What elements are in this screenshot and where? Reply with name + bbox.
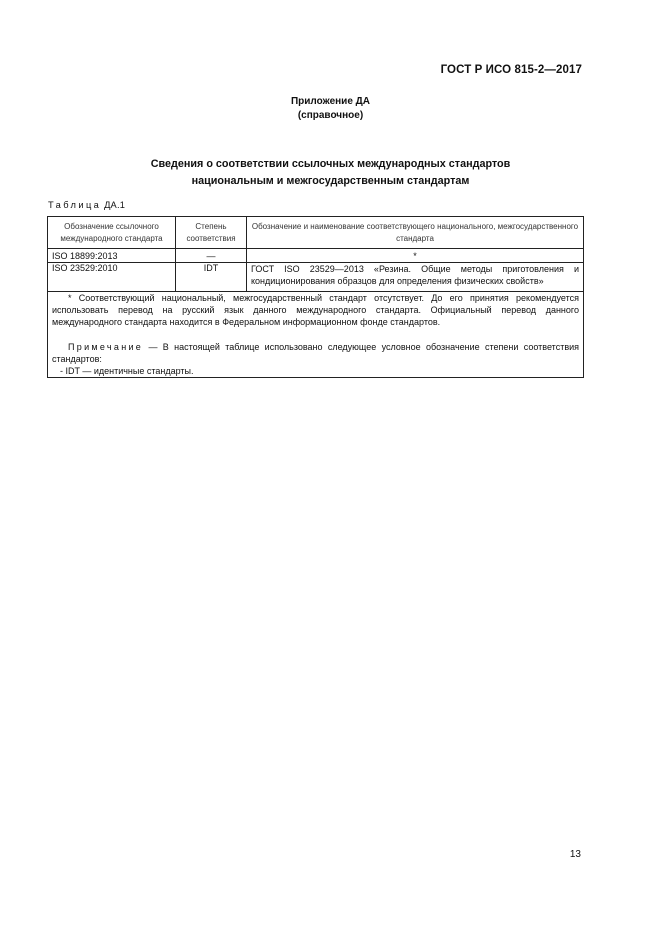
table-row <box>48 263 584 292</box>
table-notes-row <box>48 292 584 378</box>
table-header-row <box>48 217 584 249</box>
header-intl-standard: Обозначение ссылочного международного стандарта <box>48 217 176 249</box>
section-title <box>0 156 661 190</box>
note-item: - IDT — идентичные стандарты. <box>60 366 194 377</box>
table-label-word: Таблица <box>48 200 102 210</box>
cell-intl-standard: ISO 23529:2010 <box>48 263 176 292</box>
note <box>52 341 579 365</box>
correspondence-table <box>47 216 584 378</box>
table-label <box>48 200 125 210</box>
page-number: 13 <box>569 849 581 860</box>
cell-degree: IDT <box>176 263 247 292</box>
table-label-number: ДА.1 <box>104 200 126 210</box>
footnote: * Соответствующий национальный, межгосударственный стандарт отсутствует. До его принятия рекомендуется использовать перевод на русский язык данного международного стандарта. Официальный перевод данного международного стандарта находится в Федеральном информационном фонде стандартов. <box>52 293 579 328</box>
note-label: Примечание <box>68 341 144 352</box>
annex-subtitle: (справочное) <box>297 110 364 121</box>
cell-intl-standard: ISO 18899:2013 <box>48 249 176 263</box>
section-title-line2: национальным и межгосударственным стандартам <box>191 175 470 187</box>
annex-heading <box>0 95 661 123</box>
annex-title: Приложение ДА <box>290 96 371 107</box>
table-row <box>48 249 584 263</box>
document-code: ГОСТ Р ИСО 815-2—2017 <box>440 64 582 76</box>
cell-national-standard: * <box>247 249 584 263</box>
note-text: — В настоящей таблице использовано следующее условное обозначение степени соответствия стандартов: <box>52 341 579 364</box>
table-notes <box>48 292 584 378</box>
cell-national-standard: ГОСТ ISO 23529—2013 «Резина. Общие методы приготовления и кондиционирования образцов для определения физических свойств» <box>247 263 584 292</box>
header-national-standard: Обозначение и наименование соответствующего национального, межгосударственного стандарта <box>247 217 584 249</box>
cell-degree: — <box>176 249 247 263</box>
header-degree: Степень соответствия <box>176 217 247 249</box>
section-title-line1: Сведения о соответствии ссылочных международных стандартов <box>150 158 511 170</box>
